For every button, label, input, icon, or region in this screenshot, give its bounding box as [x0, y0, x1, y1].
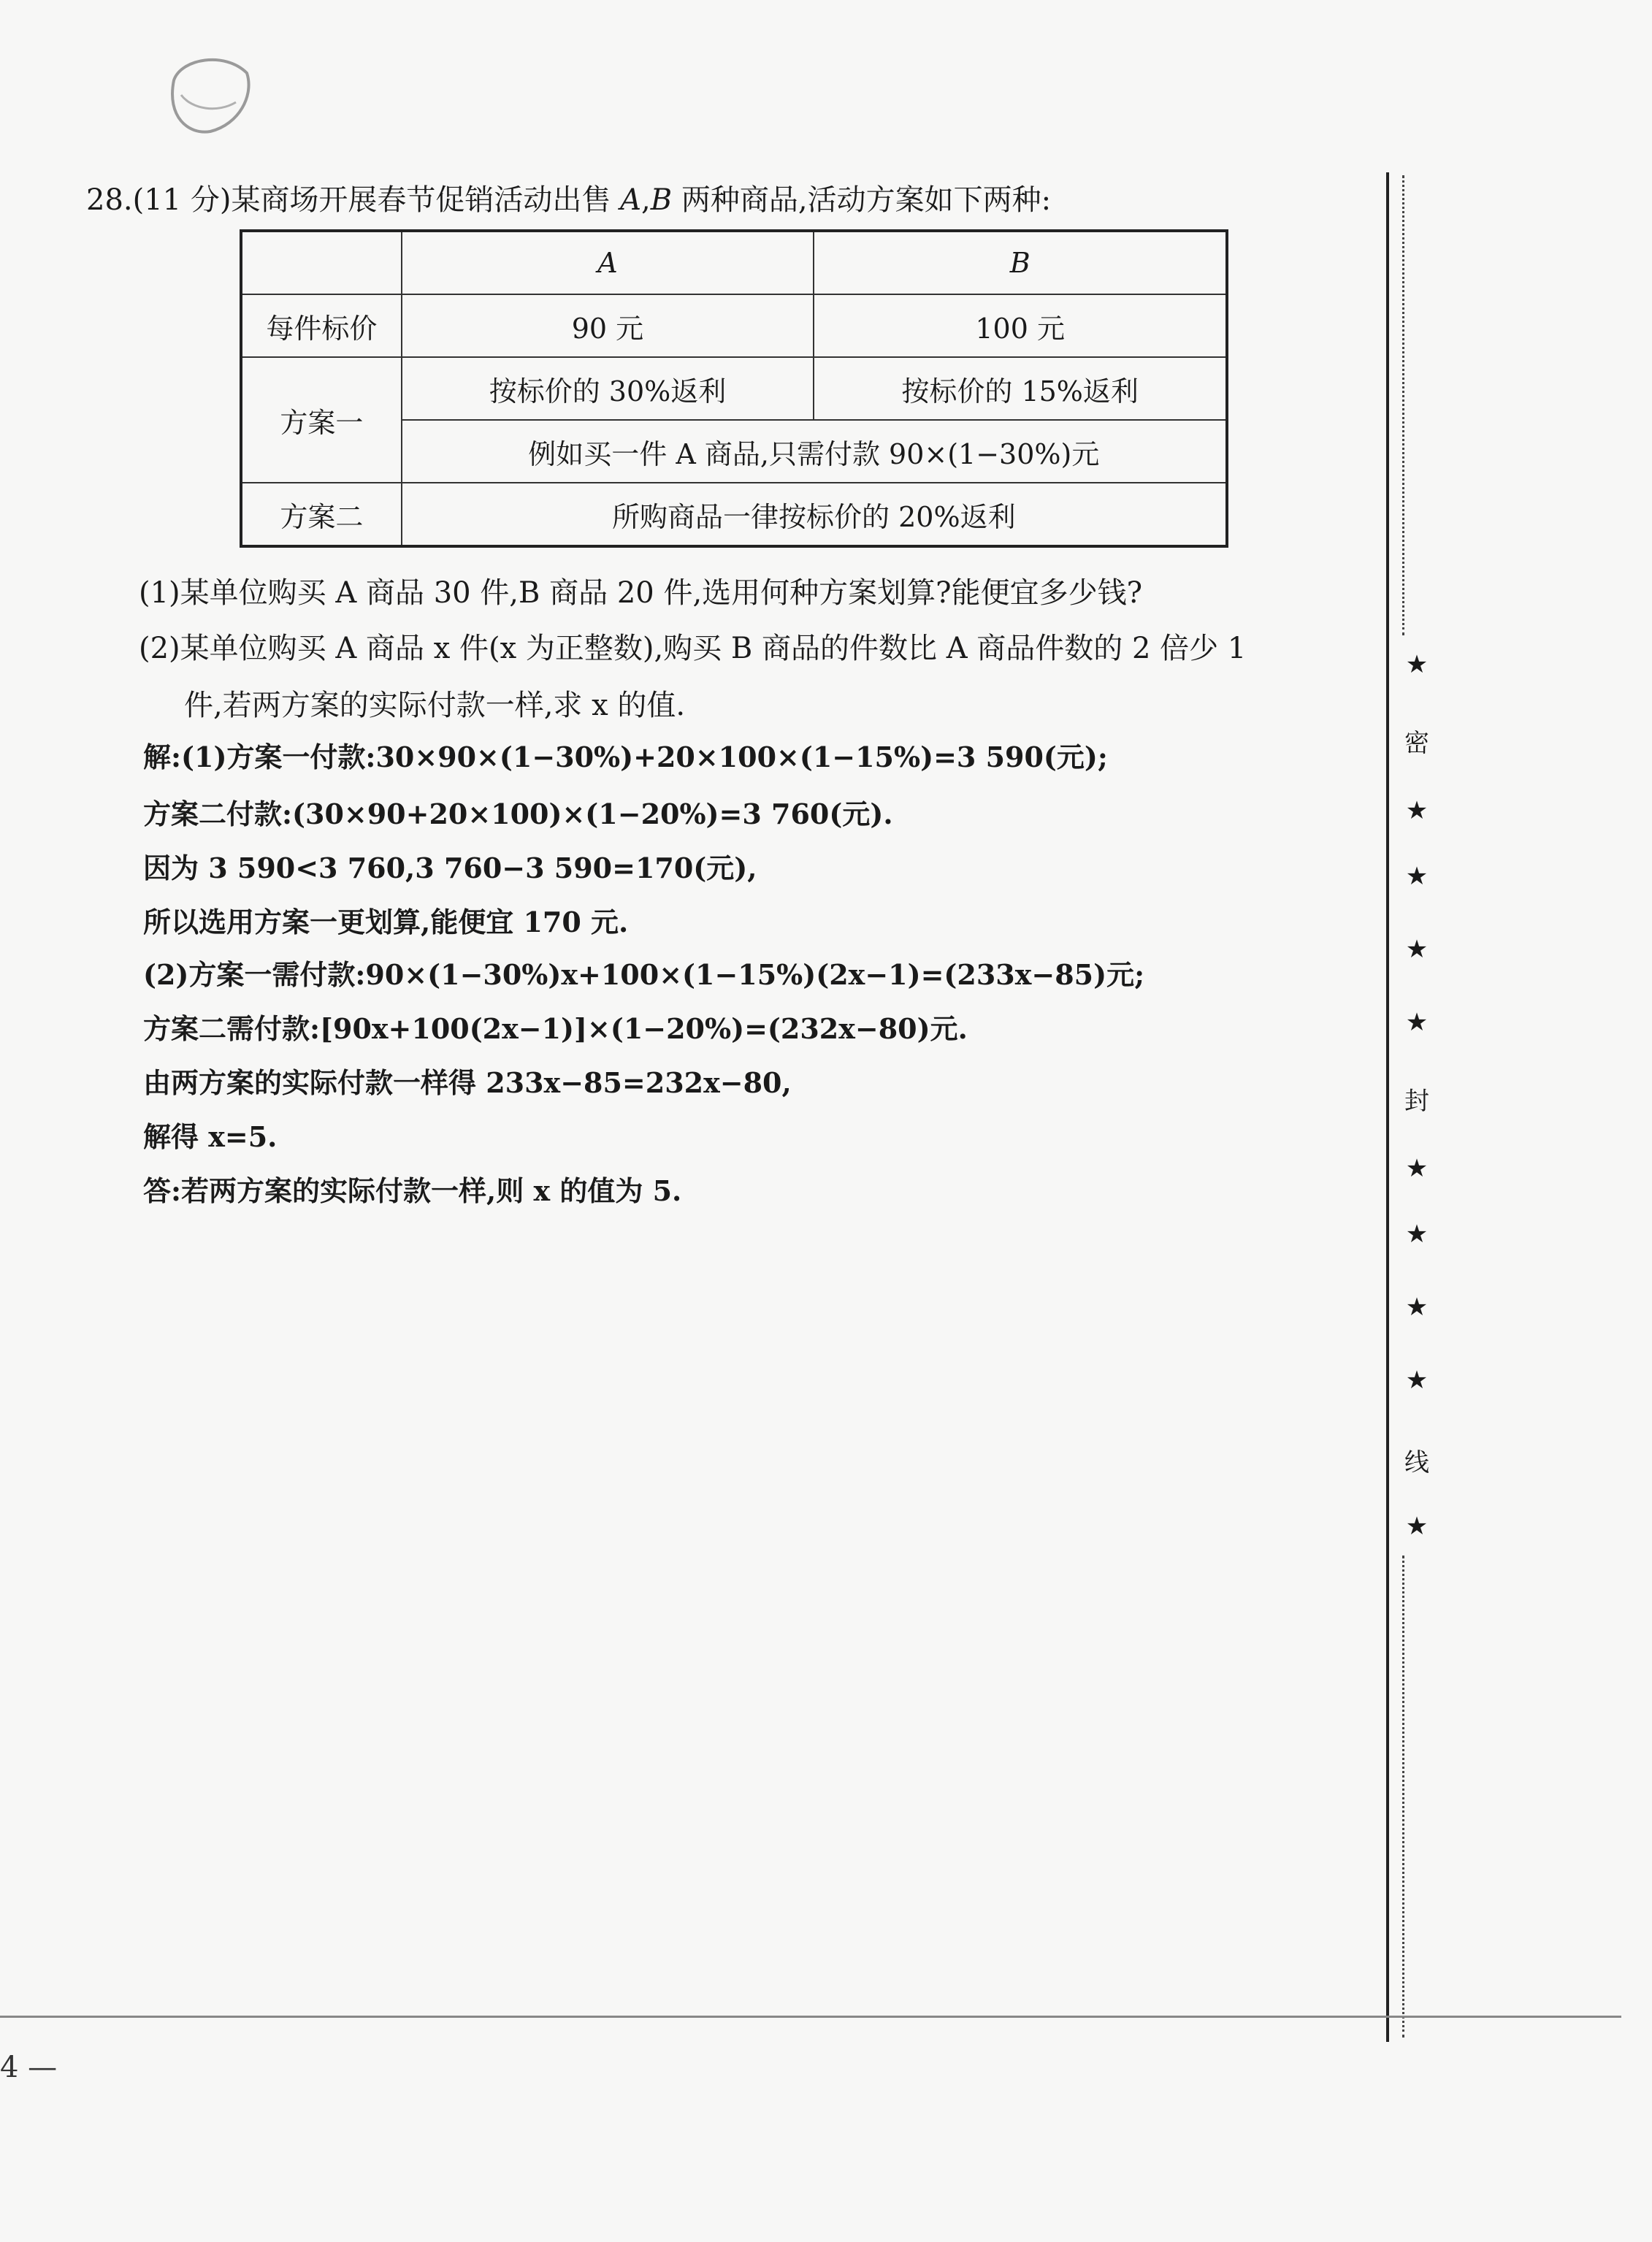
table-corner-cell: [241, 231, 402, 294]
question-stem: 28.(11 分)某商场开展春节促销活动出售 A,B 两种商品,活动方案如下两种:: [86, 183, 1052, 217]
solution-line: (2)方案一需付款:90×(1−30%)x+100×(1−15%)(2x−1)=(233x−85)元;: [143, 958, 1145, 991]
cell-plan-one-b: 按标价的 15%返利: [814, 357, 1227, 420]
solution-line: 方案二付款:(30×90+20×100)×(1−20%)=3 760(元).: [143, 797, 893, 830]
footer-rule: [0, 2016, 1621, 2018]
star-icon: ★: [1405, 650, 1429, 679]
subquestion-2-line2: 件,若两方案的实际付款一样,求 x 的值.: [184, 689, 686, 722]
col-header-a: A: [402, 231, 814, 294]
cell-plan-two: 所购商品一律按标价的 20%返利: [402, 483, 1227, 546]
solution-line: 解:(1)方案一付款:30×90×(1−30%)+20×100×(1−15%)=3 590(元);: [143, 741, 1108, 773]
star-icon: ★: [1405, 1293, 1429, 1322]
star-icon: ★: [1405, 862, 1429, 891]
star-icon: ★: [1405, 1154, 1429, 1183]
seal-mark: 密: [1404, 729, 1429, 758]
cell-plan-one-a: 按标价的 30%返利: [402, 357, 814, 420]
star-icon: ★: [1405, 1220, 1429, 1249]
solution-line: 解得 x=5.: [143, 1120, 278, 1153]
cell-plan-one-example: 例如买一件 A 商品,只需付款 90×(1−30%)元: [402, 420, 1227, 483]
star-icon: ★: [1405, 1366, 1429, 1395]
solution-line: 所以选用方案一更划算,能便宜 170 元.: [143, 906, 629, 938]
question-number: 28.(11 分): [86, 183, 232, 217]
dotted-line-bottom: [1402, 1556, 1404, 2038]
table-row: [241, 483, 1227, 546]
star-icon: ★: [1405, 796, 1429, 825]
solution-line: 因为 3 590<3 760,3 760−3 590=170(元),: [143, 852, 757, 884]
table-row: [241, 294, 1227, 357]
row-label-plan-two: 方案二: [241, 483, 402, 546]
table-row: [241, 357, 1227, 420]
col-header-b: B: [814, 231, 1227, 294]
row-label-plan-one: 方案一: [241, 357, 402, 483]
subquestion-2-line1: (2)某单位购买 A 商品 x 件(x 为正整数),购买 B 商品的件数比 A 商品件数的 2 倍少 1: [139, 632, 1247, 665]
solution-line: 答:若两方案的实际付款一样,则 x 的值为 5.: [143, 1174, 682, 1207]
dotted-line-top: [1402, 175, 1404, 635]
solution-line: 由两方案的实际付款一样得 233x−85=232x−80,: [143, 1066, 792, 1099]
table-header-row: [241, 231, 1227, 294]
cell-price-b: 100 元: [814, 294, 1227, 357]
seal-mark: 线: [1404, 1448, 1429, 1477]
promotion-table: [240, 229, 1228, 548]
seal-mark: 封: [1404, 1087, 1429, 1116]
star-icon: ★: [1405, 1008, 1429, 1037]
solution-line: 方案二需付款:[90x+100(2x−1)]×(1−20%)=(232x−80)元.: [143, 1012, 968, 1045]
binding-line: [1386, 172, 1389, 2042]
row-label-price: 每件标价: [241, 294, 402, 357]
publisher-logo: [159, 51, 254, 139]
star-icon: ★: [1405, 935, 1429, 964]
page-number: 4 —: [0, 2051, 58, 2084]
subquestion-1: (1)某单位购买 A 商品 30 件,B 商品 20 件,选用何种方案划算?能便宜多少钱?: [139, 576, 1143, 610]
star-icon: ★: [1405, 1512, 1429, 1541]
cell-price-a: 90 元: [402, 294, 814, 357]
